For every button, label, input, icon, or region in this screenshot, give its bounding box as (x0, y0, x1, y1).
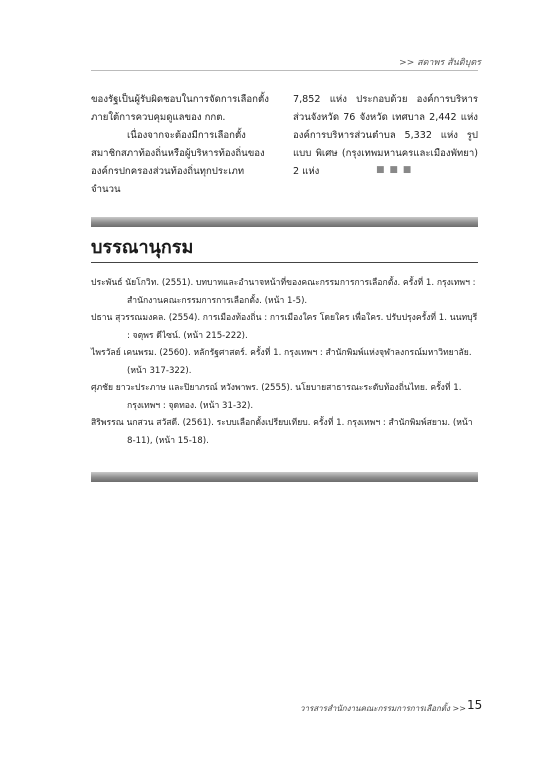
section-end-marker: ■ ■ ■ (376, 165, 413, 175)
decorative-bar-bottom (91, 472, 478, 482)
reference-entry: สิริพรรณ นกสวน สวัสดี. (2561). ระบบเลือกตั้งเปรียบเทียบ. ครั้งที่ 1. กรุงเทพฯ : สำนักพิมพ์สยาม. (หน้า 8-11), (หน้า 15-18). (91, 418, 473, 446)
footer-journal-title: วารสารสำนักงานคณะกรรมการการเลือกตั้ง >> (300, 704, 466, 713)
header-divider (91, 70, 478, 71)
reference-entry: ปธาน สุวรรณมงคล. (2554). การเมืองท้องถิ่น : การเมืองใคร โดยใคร เพื่อใคร. ปรับปรุงครั้งที่ 1. นนทบุรี : จตุพร ดีไซน์. (หน้า 215-222). (91, 313, 478, 341)
bibliography-heading: บรรณานุกรม (91, 237, 194, 258)
body-paragraph: 7,852 แห่ง ประกอบด้วย องค์การบริหาร ส่วนจังหวัด 76 จังหวัด เทศบาล 2,442 แห่ง องค์การบริหารส่วนตำบล 5,332 แห่ง รูปแบบ พิเศษ (กรุงเทพมหานครและเมืองพัทยา) 2 แห่ง (293, 94, 478, 177)
body-left-column (91, 91, 276, 199)
header-author: >> สดาพร สันติบุตร (399, 58, 481, 68)
body-paragraph: ของรัฐเป็นผู้รับผิดชอบในการจัดการเลือกตั้ง ภายใต้การควบคุมดูแลของ กกต. (91, 94, 269, 123)
heading-divider (91, 262, 478, 263)
reference-entry: ไพรวัลย์ เคนพรม. (2560). หลักรัฐศาสตร์. ครั้งที่ 1. กรุงเทพฯ : สำนักพิมพ์แห่งจุฬาลงกรณ์มหาวิทยาลัย. (หน้า 317-322). (91, 348, 472, 376)
page-number: 15 (467, 698, 483, 712)
decorative-bar-top (91, 217, 478, 227)
body-paragraph: เนื่องจากจะต้องมีการเลือกตั้ง สมาชิกสภาท้องถิ่นหรือผู้บริหารท้องถิ่นของ องค์กรปกครองส่วนท้องถิ่นทุกประเภท จำนวน (91, 130, 265, 195)
bibliography-list (91, 275, 478, 450)
reference-entry: ศุภชัย ยาวะประภาษ และปิยาภรณ์ หวังพาพร. (2555). นโยบายสาธารณะระดับท้องถิ่นไทย. ครั้งที่ 1. กรุงเทพฯ : จุดทอง. (หน้า 31-32). (91, 383, 462, 411)
reference-entry: ประพันธ์ นัยโกวิท. (2551). บทบาทและอำนาจหน้าที่ของคณะกรรมการการเลือกตั้ง. ครั้งที่ 1. กรุงเทพฯ : สำนักงานคณะกรรมการการเลือกตั้ง. (หน้า 1-5). (91, 278, 476, 306)
